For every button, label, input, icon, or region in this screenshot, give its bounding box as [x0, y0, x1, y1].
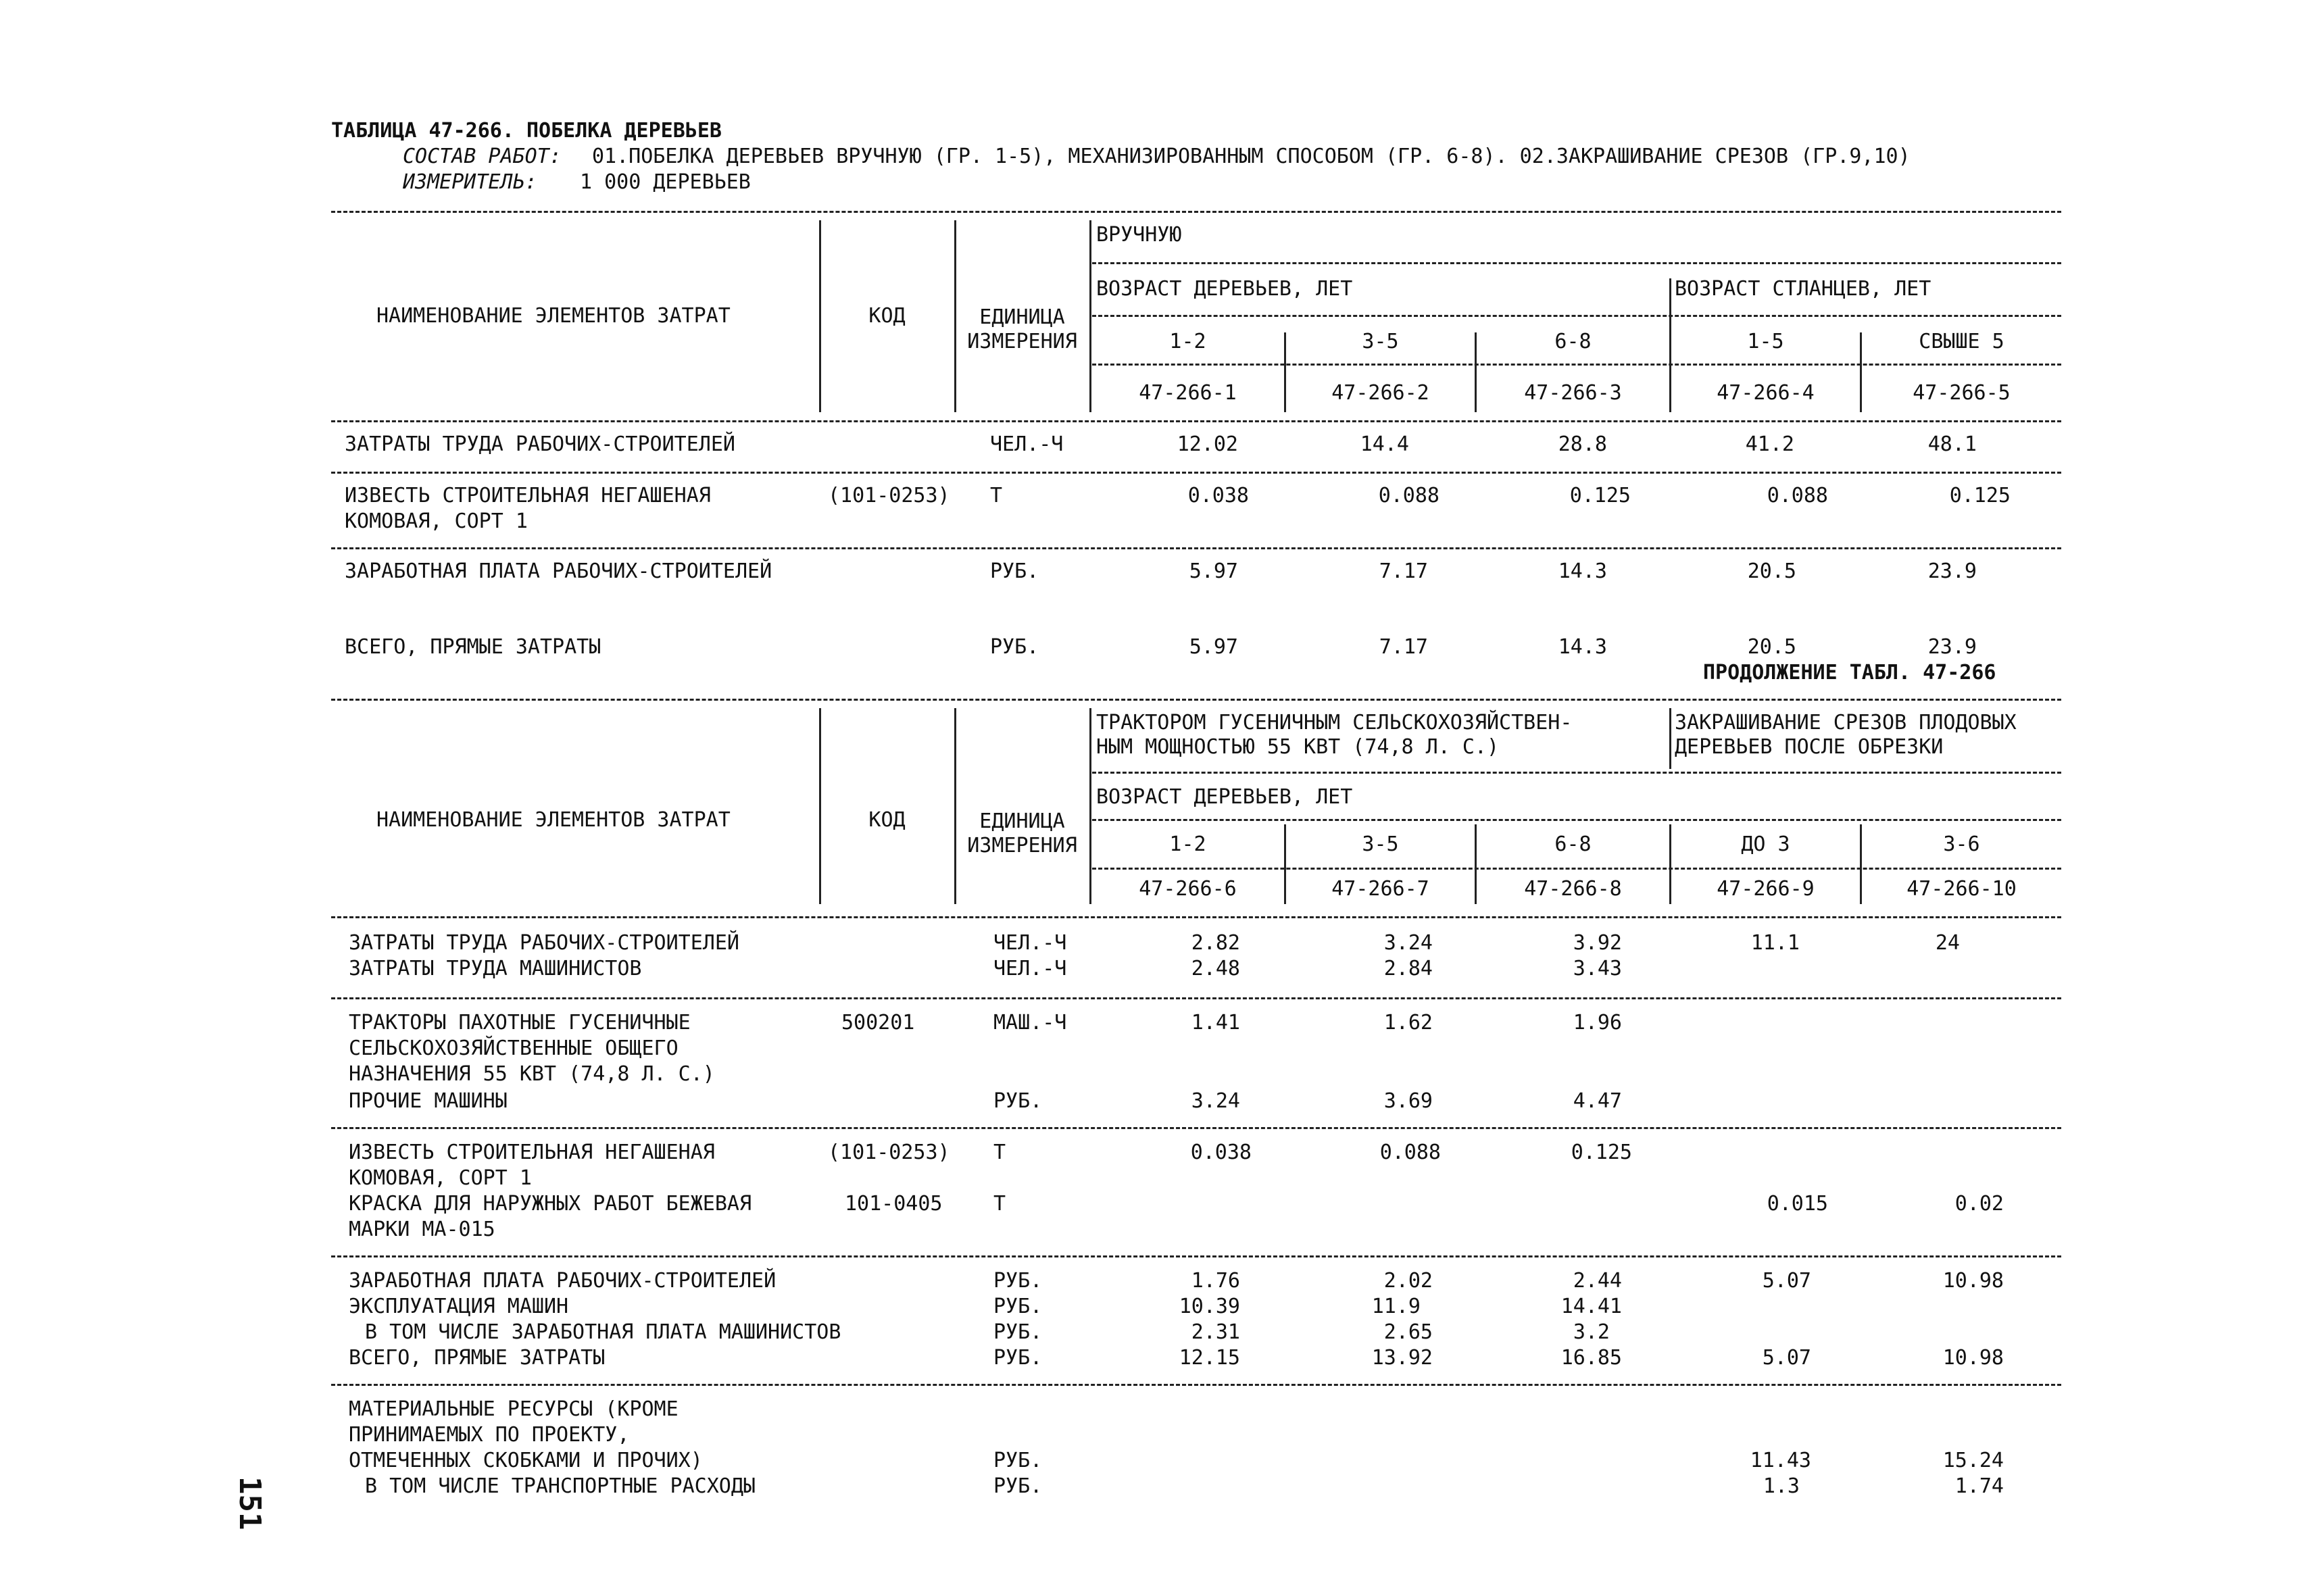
- cell-value: 20.5: [1747, 635, 1796, 659]
- divider: [331, 1127, 2061, 1129]
- age-label: 1-2: [1169, 330, 1206, 353]
- row-name: МАРКИ МА-015: [349, 1218, 495, 1241]
- cell-value: 23.9: [1927, 559, 1977, 583]
- row-unit: ЧЕЛ.-Ч: [990, 432, 1064, 456]
- row-unit: ЧЕЛ.-Ч: [993, 931, 1067, 955]
- divider: [331, 472, 2061, 474]
- row-name: ЗАРАБОТНАЯ ПЛАТА РАБОЧИХ-СТРОИТЕЛЕЙ: [349, 1269, 777, 1293]
- divider: [1092, 364, 2061, 366]
- cell-value: 28.8: [1558, 432, 1607, 456]
- row-name: ОТМЕЧЕННЫХ СКОБКАМИ И ПРОЧИХ): [349, 1449, 703, 1472]
- cell-value: 20.5: [1747, 559, 1796, 583]
- cell-value: 10.98: [1942, 1269, 2004, 1293]
- divider: [1092, 819, 2061, 821]
- row-unit: РУБ.: [993, 1269, 1043, 1293]
- group-header: НЫМ МОЩНОСТЬЮ 55 КВТ (74,8 Л. С.): [1096, 735, 1500, 759]
- row-unit: ЧЕЛ.-Ч: [993, 957, 1067, 980]
- row-unit: РУБ.: [993, 1320, 1043, 1344]
- norm-code: 47-266-8: [1524, 877, 1622, 901]
- row-name: ИЗВЕСТЬ СТРОИТЕЛЬНАЯ НЕГАШЕНАЯ: [349, 1141, 715, 1164]
- cell-value: 14.3: [1558, 635, 1607, 659]
- divider: [1092, 315, 2061, 317]
- cell-value: 2.02: [1383, 1269, 1433, 1293]
- divider: [331, 1255, 2061, 1257]
- row-unit: Т: [993, 1192, 1006, 1216]
- divider: [331, 699, 2061, 701]
- row-unit: РУБ.: [993, 1474, 1043, 1498]
- cell-value: 3.24: [1191, 1089, 1240, 1113]
- row-code: (101-0253): [828, 484, 950, 507]
- norm-code: 47-266-5: [1913, 381, 2011, 405]
- row-name: НАЗНАЧЕНИЯ 55 КВТ (74,8 Л. С.): [349, 1062, 715, 1086]
- page-number: 151: [232, 1476, 267, 1530]
- cell-value: 14.4: [1360, 432, 1409, 456]
- row-name: ПРИНИМАЕМЫХ ПО ПРОЕКТУ,: [349, 1423, 630, 1447]
- cell-value: 3.69: [1383, 1089, 1433, 1113]
- group-header: ТРАКТОРОМ ГУСЕНИЧНЫМ СЕЛЬСКОХОЗЯЙСТВЕН-: [1096, 711, 1573, 734]
- cell-value: 5.97: [1189, 635, 1238, 659]
- cell-value: 0.015: [1767, 1192, 1828, 1216]
- group-header: ВРУЧНУЮ: [1096, 223, 1182, 247]
- cell-value: 12.02: [1177, 432, 1238, 456]
- norm-code: 47-266-6: [1139, 877, 1237, 901]
- norm-code: 47-266-4: [1717, 381, 1815, 405]
- cell-value: 2.84: [1383, 957, 1433, 980]
- cell-value: 0.088: [1378, 484, 1439, 507]
- col-header-code: КОД: [868, 808, 906, 832]
- row-name: ПРОЧИЕ МАШИНЫ: [349, 1089, 508, 1113]
- cell-value: 2.65: [1383, 1320, 1433, 1344]
- divider: [331, 211, 2061, 213]
- cell-value: 7.17: [1379, 635, 1428, 659]
- cell-value: 2.48: [1191, 957, 1240, 980]
- row-name: МАТЕРИАЛЬНЫЕ РЕСУРСЫ (КРОМЕ: [349, 1397, 679, 1421]
- row-name: ТРАКТОРЫ ПАХОТНЫЕ ГУСЕНИЧНЫЕ: [349, 1011, 691, 1034]
- age-label: СВЫШЕ 5: [1919, 330, 2004, 353]
- cell-value: 3.43: [1573, 957, 1622, 980]
- row-name: В ТОМ ЧИСЛЕ ЗАРАБОТНАЯ ПЛАТА МАШИНИСТОВ: [365, 1320, 841, 1344]
- col-header-unit: ИЗМЕРЕНИЯ: [967, 330, 1077, 353]
- row-name: КОМОВАЯ, СОРТ 1: [349, 1166, 532, 1190]
- norm-code: 47-266-9: [1717, 877, 1815, 901]
- row-unit: Т: [993, 1141, 1006, 1164]
- row-code: 101-0405: [845, 1192, 943, 1216]
- col-header-unit: ЕДИНИЦА: [979, 809, 1065, 833]
- row-name: СЕЛЬСКОХОЗЯЙСТВЕННЫЕ ОБЩЕГО: [349, 1037, 679, 1060]
- row-name: ВСЕГО, ПРЯМЫЕ ЗАТРАТЫ: [349, 1346, 606, 1370]
- cell-value: 24: [1935, 931, 1960, 955]
- col-divider: [1089, 708, 1091, 904]
- age-label: 1-2: [1169, 832, 1206, 856]
- sub-group-header: ВОЗРАСТ СТЛАНЦЕВ, ЛЕТ: [1675, 277, 1931, 301]
- cell-value: 1.3: [1763, 1474, 1800, 1498]
- cell-value: 3.2: [1573, 1320, 1610, 1344]
- cell-value: 0.088: [1767, 484, 1828, 507]
- continuation-label: ПРОДОЛЖЕНИЕ ТАБЛ. 47-266: [1703, 661, 1996, 684]
- row-unit: РУБ.: [993, 1449, 1043, 1472]
- row-code: 500201: [841, 1011, 915, 1034]
- norm-code: 47-266-1: [1139, 381, 1237, 405]
- cell-value: 11.1: [1750, 931, 1800, 955]
- divider: [331, 547, 2061, 549]
- cell-value: 13.92: [1371, 1346, 1433, 1370]
- cell-value: 10.98: [1942, 1346, 2004, 1370]
- cell-value: 15.24: [1942, 1449, 2004, 1472]
- col-header-unit: ИЗМЕРЕНИЯ: [967, 834, 1077, 857]
- norm-code: 47-266-10: [1906, 877, 2017, 901]
- divider: [331, 420, 2061, 422]
- cell-value: 10.39: [1179, 1295, 1240, 1318]
- sub-group-header: ВОЗРАСТ ДЕРЕВЬЕВ, ЛЕТ: [1096, 277, 1353, 301]
- cell-value: 0.02: [1954, 1192, 2004, 1216]
- age-label: 3-6: [1943, 832, 1980, 856]
- sub-group-header: ВОЗРАСТ ДЕРЕВЬЕВ, ЛЕТ: [1096, 785, 1353, 809]
- group-header: ДЕРЕВЬЕВ ПОСЛЕ ОБРЕЗКИ: [1675, 735, 1944, 759]
- group-header: ЗАКРАШИВАНИЕ СРЕЗОВ ПЛОДОВЫХ: [1675, 711, 2017, 734]
- cell-value: 4.47: [1573, 1089, 1622, 1113]
- cell-value: 2.31: [1191, 1320, 1240, 1344]
- cell-value: 14.3: [1558, 559, 1607, 583]
- cell-value: 5.07: [1762, 1346, 1811, 1370]
- col-divider: [954, 708, 956, 904]
- row-name: ИЗВЕСТЬ СТРОИТЕЛЬНАЯ НЕГАШЕНАЯ: [345, 484, 711, 507]
- cell-value: 11.9: [1371, 1295, 1421, 1318]
- cell-value: 0.125: [1569, 484, 1631, 507]
- cell-value: 48.1: [1927, 432, 1977, 456]
- cell-value: 5.97: [1189, 559, 1238, 583]
- row-name: КОМОВАЯ, СОРТ 1: [345, 509, 528, 533]
- cell-value: 1.76: [1191, 1269, 1240, 1293]
- row-name: В ТОМ ЧИСЛЕ ТРАНСПОРТНЫЕ РАСХОДЫ: [365, 1474, 756, 1498]
- norm-code: 47-266-3: [1524, 381, 1622, 405]
- cell-value: 1.41: [1191, 1011, 1240, 1034]
- cell-value: 1.74: [1954, 1474, 2004, 1498]
- row-unit: РУБ.: [993, 1089, 1043, 1113]
- cell-value: 0.125: [1571, 1141, 1632, 1164]
- row-unit: Т: [990, 484, 1003, 507]
- cell-value: 1.62: [1383, 1011, 1433, 1034]
- age-label: 1-5: [1747, 330, 1784, 353]
- cell-value: 0.038: [1190, 1141, 1252, 1164]
- cell-value: 5.07: [1762, 1269, 1811, 1293]
- divider: [1092, 262, 2061, 264]
- row-unit: РУБ.: [990, 559, 1039, 583]
- row-name: ЗАТРАТЫ ТРУДА РАБОЧИХ-СТРОИТЕЛЕЙ: [349, 931, 739, 955]
- cell-value: 3.24: [1383, 931, 1433, 955]
- composition-label: СОСТАВ РАБОТ:: [403, 145, 562, 168]
- cell-value: 0.038: [1187, 484, 1249, 507]
- row-name: ЗАТРАТЫ ТРУДА РАБОЧИХ-СТРОИТЕЛЕЙ: [345, 432, 735, 456]
- meter-value: 1 000 ДЕРЕВЬЕВ: [580, 170, 751, 194]
- cell-value: 23.9: [1927, 635, 1977, 659]
- composition-text: 01.ПОБЕЛКА ДЕРЕВЬЕВ ВРУЧНУЮ (ГР. 1-5), МЕХАНИЗИРОВАННЫМ СПОСОБОМ (ГР. 6-8). 02.ЗАКРАШИВАНИЕ СРЕЗОВ (ГР.9,10): [592, 145, 1911, 168]
- cell-value: 41.2: [1745, 432, 1794, 456]
- row-name: ЗАРАБОТНАЯ ПЛАТА РАБОЧИХ-СТРОИТЕЛЕЙ: [345, 559, 772, 583]
- row-unit: МАШ.-Ч: [993, 1011, 1067, 1034]
- col-header-code: КОД: [868, 304, 906, 328]
- col-header-name: НАИМЕНОВАНИЕ ЭЛЕМЕНТОВ ЗАТРАТ: [376, 304, 731, 328]
- row-unit: РУБ.: [993, 1295, 1043, 1318]
- cell-value: 0.088: [1379, 1141, 1441, 1164]
- cell-value: 0.125: [1949, 484, 2011, 507]
- divider: [331, 916, 2061, 918]
- row-name: ЭКСПЛУАТАЦИЯ МАШИН: [349, 1295, 569, 1318]
- col-divider: [819, 708, 821, 904]
- row-unit: РУБ.: [993, 1346, 1043, 1370]
- row-unit: РУБ.: [990, 635, 1039, 659]
- cell-value: 16.85: [1560, 1346, 1622, 1370]
- row-name: КРАСКА ДЛЯ НАРУЖНЫХ РАБОТ БЕЖЕВАЯ: [349, 1192, 752, 1216]
- cell-value: 2.44: [1573, 1269, 1622, 1293]
- cell-value: 14.41: [1560, 1295, 1622, 1318]
- age-label: 3-5: [1362, 832, 1399, 856]
- row-name: ВСЕГО, ПРЯМЫЕ ЗАТРАТЫ: [345, 635, 601, 659]
- meter-label: ИЗМЕРИТЕЛЬ:: [403, 170, 537, 194]
- col-header-name: НАИМЕНОВАНИЕ ЭЛЕМЕНТОВ ЗАТРАТ: [376, 808, 731, 832]
- divider: [1092, 772, 2061, 774]
- divider: [331, 997, 2061, 999]
- cell-value: 1.96: [1573, 1011, 1622, 1034]
- cell-value: 11.43: [1750, 1449, 1811, 1472]
- norm-code: 47-266-2: [1331, 381, 1429, 405]
- cell-value: 12.15: [1179, 1346, 1240, 1370]
- norm-code: 47-266-7: [1331, 877, 1429, 901]
- row-code: (101-0253): [828, 1141, 950, 1164]
- cell-value: 7.17: [1379, 559, 1428, 583]
- age-label: 6-8: [1554, 832, 1592, 856]
- col-header-unit: ЕДИНИЦА: [979, 305, 1065, 329]
- age-label: ДО 3: [1741, 832, 1790, 856]
- divider: [331, 1384, 2061, 1386]
- age-label: 6-8: [1554, 330, 1592, 353]
- col-divider: [1669, 708, 1671, 769]
- cell-value: 2.82: [1191, 931, 1240, 955]
- cell-value: 3.92: [1573, 931, 1622, 955]
- table-title: ТАБЛИЦА 47-266. ПОБЕЛКА ДЕРЕВЬЕВ: [331, 119, 722, 143]
- divider: [1092, 868, 2061, 870]
- age-label: 3-5: [1362, 330, 1399, 353]
- row-name: ЗАТРАТЫ ТРУДА МАШИНИСТОВ: [349, 957, 642, 980]
